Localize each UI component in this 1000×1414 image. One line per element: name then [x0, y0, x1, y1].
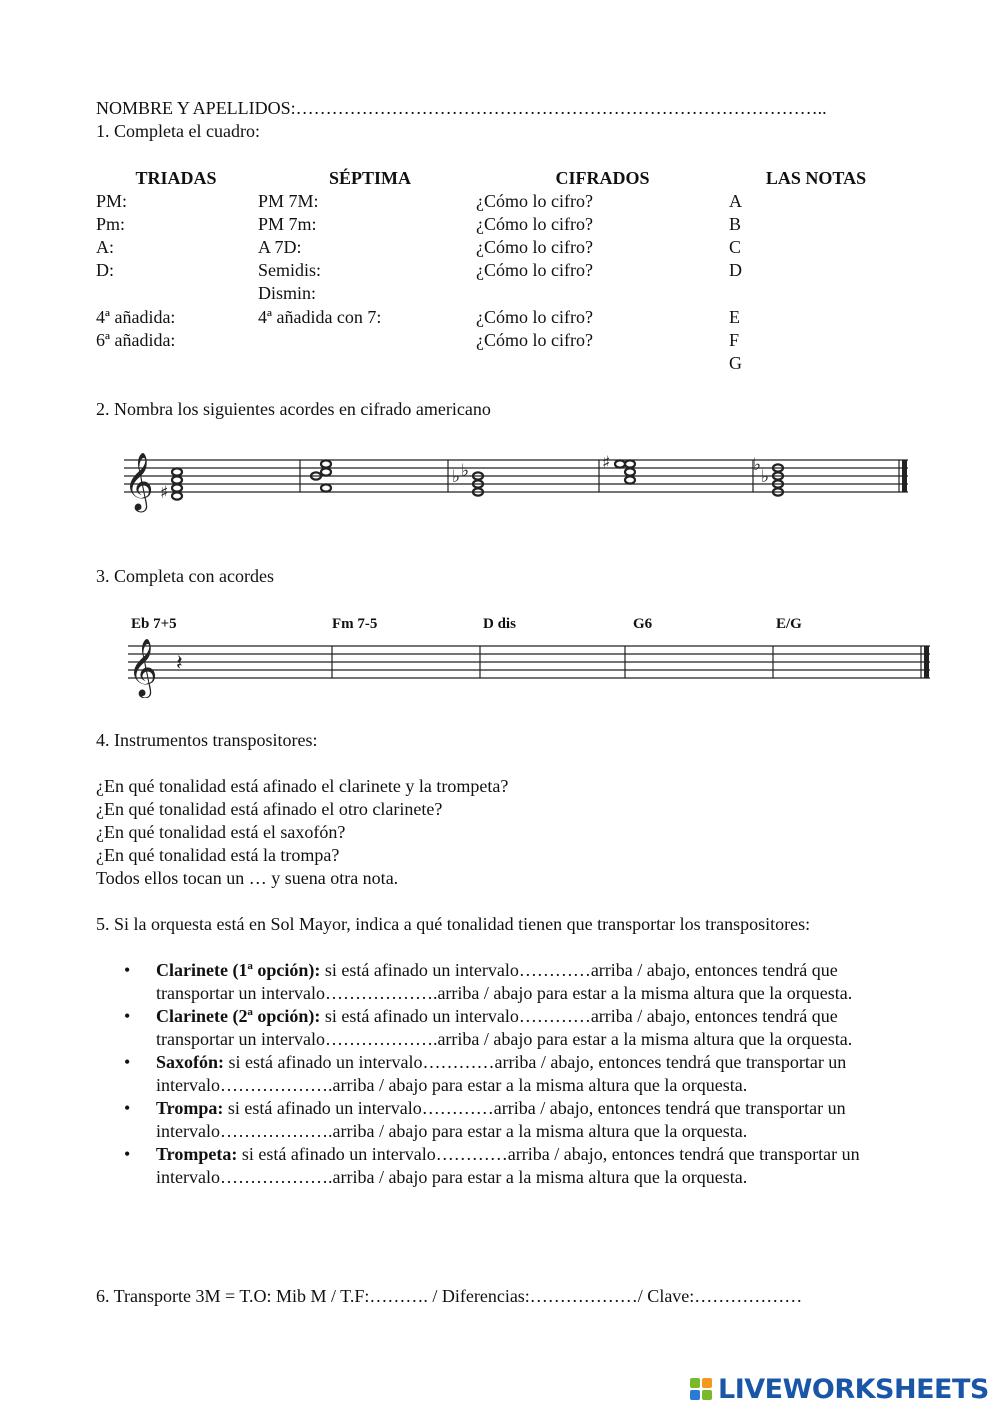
item-label: Trompeta: [156, 1144, 238, 1164]
q4-question: ¿En qué tonalidad está afinado el clarinete y la trompeta? [96, 776, 509, 796]
header-cifrados: CIFRADOS [555, 168, 650, 188]
nota-cell: B [729, 214, 742, 234]
nota-cell: A [729, 191, 742, 211]
q4-question: ¿En qué tonalidad está el saxofón? [96, 822, 346, 842]
q2-title: 2. Nombra los siguientes acordes en cifrado americano [96, 399, 491, 419]
septima-cell: Dismin: [258, 283, 317, 303]
name-line: NOMBRE Y APELLIDOS:…………………………………………………………………………….. [96, 98, 827, 118]
cifrado-cell: ¿Cómo lo cifro? [476, 191, 593, 211]
septima-cell: Semidis: [258, 260, 322, 280]
list-item [96, 1051, 916, 1097]
q1-title: 1. Completa el cuadro: [96, 121, 260, 141]
chord-label: G6 [633, 616, 653, 632]
item-text: si está afinado un intervalo…………arriba / abajo, entonces tendrá que transportar un intervalo……………….arriba / abajo para estar a la misma altura que la orquesta. [156, 1144, 860, 1187]
flat-icon: ♭ [761, 467, 770, 487]
chord-label: Eb 7+5 [131, 616, 177, 632]
triada-cell: 4ª añadida: [96, 307, 176, 327]
septima-cell: 4ª añadida con 7: [258, 307, 382, 327]
chord-staff-1 [120, 448, 915, 518]
liveworksheets-logo[interactable] [690, 1374, 990, 1406]
septima-cell: PM 7M: [258, 191, 319, 211]
nota-cell: E [729, 307, 740, 327]
chord-label: Fm 7-5 [332, 616, 378, 632]
q4-question: Todos ellos tocan un … y suena otra nota. [96, 868, 399, 888]
logo-text: LIVEWORKSHEETS [718, 1374, 989, 1405]
bullet-icon: • [124, 1006, 131, 1026]
list-item [96, 959, 916, 1005]
flat-icon: ♭ [461, 461, 470, 481]
nota-cell: C [729, 237, 742, 257]
treble-clef-icon: 𝄞 [124, 452, 154, 510]
header-septima: SÉPTIMA [328, 168, 411, 188]
q5-title: 5. Si la orquesta está en Sol Mayor, indica a qué tonalidad tienen que transportar los transpositores: [96, 914, 811, 934]
triada-cell: 6ª añadida: [96, 330, 176, 350]
bullet-icon: • [124, 960, 131, 980]
cifrado-cell: ¿Cómo lo cifro? [476, 330, 593, 350]
header-triadas: TRIADAS [135, 168, 217, 188]
septima-cell: A 7D: [258, 237, 302, 257]
septima-cell: PM 7m: [258, 214, 317, 234]
bullet-icon: • [124, 1144, 131, 1164]
item-label: Trompa: [156, 1098, 224, 1118]
logo-cubes-icon [690, 1378, 714, 1402]
q6-title: 6. Transporte 3M = T.O: Mib M / T.F:………. / Diferencias:………………/ Clave:……………… [96, 1286, 803, 1306]
q5-list [96, 959, 916, 1189]
q4-title: 4. Instrumentos transpositores: [96, 730, 318, 750]
q4-question: ¿En qué tonalidad está afinado el otro clarinete? [96, 799, 443, 819]
item-label: Clarinete (1ª opción): [156, 960, 321, 980]
triada-cell: D: [96, 260, 114, 280]
bullet-icon: • [124, 1052, 131, 1072]
item-label: Clarinete (2ª opción): [156, 1006, 321, 1026]
header-las-notas: LAS NOTAS [765, 168, 867, 188]
flat-icon: ♭ [753, 455, 762, 475]
item-text: si está afinado un intervalo…………arriba / abajo, entonces tendrá que transportar un intervalo……………….arriba / abajo para estar a la misma altura que la orquesta. [156, 1052, 847, 1095]
treble-clef-icon: 𝄞 [128, 638, 158, 696]
q4-question: ¿En qué tonalidad está la trompa? [96, 845, 340, 865]
flat-icon: ♭ [452, 467, 461, 487]
list-item [96, 1097, 916, 1143]
item-text: si está afinado un intervalo…………arriba / abajo, entonces tendrá que transportar un intervalo……………….arriba / abajo para estar a la misma altura que la orquesta. [156, 1006, 853, 1049]
bullet-icon: • [124, 1098, 131, 1118]
cifrado-cell: ¿Cómo lo cifro? [476, 307, 593, 327]
chord-label: D dis [483, 616, 516, 632]
triada-cell: Pm: [96, 214, 126, 234]
nota-cell: F [729, 330, 740, 350]
item-text: si está afinado un intervalo…………arriba / abajo, entonces tendrá que transportar un intervalo……………….arriba / abajo para estar a la misma altura que la orquesta. [156, 960, 853, 1003]
cifrado-cell: ¿Cómo lo cifro? [476, 237, 593, 257]
item-label: Saxofón: [156, 1052, 225, 1072]
sharp-icon: ♯ [160, 483, 169, 503]
triada-cell: PM: [96, 191, 128, 211]
q3-title: 3. Completa con acordes [96, 566, 274, 586]
chord-staff-2 [124, 634, 934, 698]
list-item [96, 1005, 916, 1051]
triada-cell: A: [96, 237, 114, 257]
nota-cell: D [729, 260, 742, 280]
quarter-rest-icon: 𝄽 [176, 651, 183, 676]
chord-label: E/G [776, 616, 802, 632]
sharp-icon: ♯ [602, 453, 611, 473]
nota-cell: G [729, 353, 742, 373]
list-item [96, 1143, 916, 1189]
cifrado-cell: ¿Cómo lo cifro? [476, 260, 593, 280]
item-text: si está afinado un intervalo…………arriba / abajo, entonces tendrá que transportar un intervalo……………….arriba / abajo para estar a la misma altura que la orquesta. [156, 1098, 846, 1141]
cifrado-cell: ¿Cómo lo cifro? [476, 214, 593, 234]
